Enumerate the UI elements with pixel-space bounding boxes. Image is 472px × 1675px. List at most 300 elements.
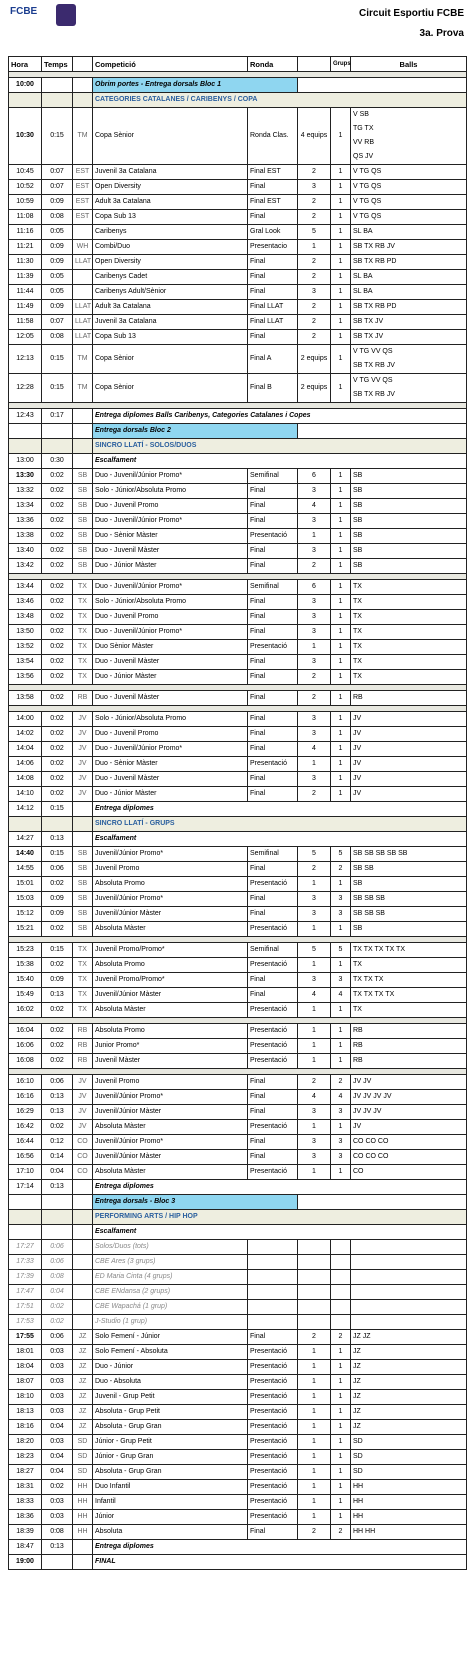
balls-cell: [351, 655, 467, 670]
grups-cell: 1: [331, 1054, 351, 1069]
hora-cell: 17:55: [9, 1330, 42, 1345]
balls-cell: [351, 787, 467, 802]
note-row: [9, 454, 467, 469]
empty-cell: [351, 1270, 467, 1285]
table-row: [9, 973, 467, 988]
empty-cell: [298, 1255, 331, 1270]
empty-cell: [248, 1285, 298, 1300]
balls-cell: [351, 892, 467, 907]
hora-cell: 14:00: [9, 712, 42, 727]
temps-cell: 0:02: [42, 712, 73, 727]
temps-cell: 0:15: [42, 847, 73, 862]
grups-cell: 1: [331, 514, 351, 529]
grups-cell: 1: [331, 610, 351, 625]
competicio-cell: Juvenil Màster: [93, 1054, 248, 1069]
competicio-cell: Juvenil/Júnior Promo*: [93, 1090, 248, 1105]
competicio-cell: Absoluta - Grup Gran: [93, 1465, 248, 1480]
balls-line: SL BA: [353, 288, 373, 295]
ronda-cell: Final: [248, 988, 298, 1003]
table-row: [9, 469, 467, 484]
ronda-cell: Presentació: [248, 877, 298, 892]
count-cell: 3: [298, 514, 331, 529]
code-cell: JZ: [73, 1420, 93, 1435]
competicio-cell: Absoluta Màster: [93, 1120, 248, 1135]
balls-line: JZ: [353, 1378, 361, 1385]
count-cell: 3: [298, 1135, 331, 1150]
code-cell: [73, 225, 93, 240]
section-row: [9, 439, 467, 454]
ronda-cell: Final EST: [248, 195, 298, 210]
ronda-cell: Ronda Clas.: [248, 108, 298, 165]
temps-cell: 0:02: [42, 625, 73, 640]
note-text: Entrega diplomes: [93, 802, 467, 817]
competicio-cell: ED Maria Cinta (4 grups): [93, 1270, 248, 1285]
ronda-cell: Presentació: [248, 529, 298, 544]
balls-cell: [351, 1090, 467, 1105]
code-cell: TX: [73, 595, 93, 610]
grups-cell: 1: [331, 1435, 351, 1450]
count-cell: 1: [298, 240, 331, 255]
balls-cell: [351, 1405, 467, 1420]
count-cell: 2: [298, 270, 331, 285]
code-cell: JV: [73, 787, 93, 802]
competicio-cell: Combi/Duo: [93, 240, 248, 255]
empty-cell: [331, 1285, 351, 1300]
temps-cell: 0:08: [42, 1270, 73, 1285]
code-cell: JZ: [73, 1390, 93, 1405]
empty-cell: [73, 1240, 93, 1255]
balls-line: SB TX JV: [353, 318, 384, 325]
hora-cell: 13:48: [9, 610, 42, 625]
temps-cell: 0:06: [42, 1075, 73, 1090]
count-cell: 1: [298, 1435, 331, 1450]
grups-cell: 1: [331, 712, 351, 727]
temps-cell: 0:09: [42, 973, 73, 988]
grups-cell: 1: [331, 529, 351, 544]
hora-cell: 13:00: [9, 454, 42, 469]
ronda-cell: Presentació: [248, 1390, 298, 1405]
ronda-cell: Final: [248, 499, 298, 514]
hora-cell: 11:30: [9, 255, 42, 270]
competicio-cell: Duo Sènior Màster: [93, 640, 248, 655]
balls-cell: [351, 484, 467, 499]
table-row: [9, 1345, 467, 1360]
grups-cell: 1: [331, 559, 351, 574]
count-cell: 6: [298, 580, 331, 595]
code-cell: LLAT: [73, 330, 93, 345]
table-row: [9, 225, 467, 240]
ronda-cell: Final: [248, 1150, 298, 1165]
code-cell: JV: [73, 772, 93, 787]
count-cell: 2: [298, 315, 331, 330]
ronda-cell: Final LLAT: [248, 300, 298, 315]
hora-cell: 13:38: [9, 529, 42, 544]
code-cell: TX: [73, 958, 93, 973]
competicio-cell: Caribenys Cadet: [93, 270, 248, 285]
competicio-cell: Juvenil 3a Catalana: [93, 315, 248, 330]
balls-line: JZ: [353, 1393, 361, 1400]
count-cell: 3: [298, 544, 331, 559]
hora-cell: 10:30: [9, 108, 42, 165]
count-cell: 2: [298, 300, 331, 315]
count-cell: 2 equips: [298, 374, 331, 403]
code-cell: JV: [73, 742, 93, 757]
hora-cell: 18:04: [9, 1360, 42, 1375]
count-cell: 4: [298, 988, 331, 1003]
table-row: [9, 787, 467, 802]
empty-cell: [298, 424, 467, 439]
competicio-cell: Copa Sub 13: [93, 330, 248, 345]
code-cell: JV: [73, 712, 93, 727]
code-cell: TX: [73, 580, 93, 595]
code-cell: CO: [73, 1135, 93, 1150]
temps-cell: 0:02: [42, 1315, 73, 1330]
section-title: CATEGORIES CATALANES / CARIBENYS / COPA: [93, 93, 467, 108]
temps-cell: 0:08: [42, 210, 73, 225]
count-cell: 6: [298, 469, 331, 484]
balls-cell: [351, 1525, 467, 1540]
empty-cell: [73, 93, 93, 108]
table-row: [9, 943, 467, 958]
balls-line: JV: [353, 715, 362, 722]
empty-cell: [42, 817, 73, 832]
table-row: [9, 1420, 467, 1435]
count-cell: 3: [298, 610, 331, 625]
hora-cell: 19:00: [9, 1555, 42, 1570]
ronda-cell: Final: [248, 907, 298, 922]
competicio-cell: Duo Infantil: [93, 1480, 248, 1495]
table-row: [9, 1039, 467, 1054]
ronda-cell: Final: [248, 1135, 298, 1150]
code-cell: TX: [73, 1003, 93, 1018]
competicio-cell: Juvenil - Grup Petit: [93, 1390, 248, 1405]
note-text: Escalfament: [93, 454, 467, 469]
count-cell: 3: [298, 1150, 331, 1165]
balls-line: SB TX RB JV: [353, 243, 395, 250]
table-row: [9, 1510, 467, 1525]
banner-row: [9, 78, 467, 93]
empty-cell: [298, 1240, 331, 1255]
count-cell: 4: [298, 742, 331, 757]
count-cell: 1: [298, 1120, 331, 1135]
balls-line: HH: [353, 1498, 364, 1505]
note-text: Escalfament: [93, 1225, 467, 1240]
grups-cell: 1: [331, 1450, 351, 1465]
hora-cell: 10:45: [9, 165, 42, 180]
balls-cell: [351, 270, 467, 285]
code-cell: SB: [73, 862, 93, 877]
temps-cell: 0:13: [42, 1090, 73, 1105]
competicio-cell: Absoluta: [93, 1525, 248, 1540]
hora-cell: 12:28: [9, 374, 42, 403]
code-cell: SB: [73, 922, 93, 937]
grups-cell: 4: [331, 1090, 351, 1105]
empty-cell: [351, 1315, 467, 1330]
code-cell: EST: [73, 180, 93, 195]
table-row: [9, 595, 467, 610]
temps-cell: 0:02: [42, 772, 73, 787]
banner-text: Entrega dorsals Bloc 2: [93, 424, 298, 439]
table-row: [9, 892, 467, 907]
competicio-cell: Solo - Júnior/Absoluta Promo: [93, 712, 248, 727]
balls-line: SB: [353, 502, 363, 509]
ronda-cell: Presentació: [248, 1465, 298, 1480]
empty-cell: [73, 78, 93, 93]
balls-line: CO CO CO: [353, 1138, 389, 1145]
hora-cell: 17:10: [9, 1165, 42, 1180]
competicio-cell: Absoluta Promo: [93, 877, 248, 892]
competicio-cell: Duo - Juvenil Màster: [93, 691, 248, 706]
temps-cell: 0:02: [42, 580, 73, 595]
hora-cell: 11:39: [9, 270, 42, 285]
temps-cell: 0:02: [42, 922, 73, 937]
table-row: [9, 907, 467, 922]
section-row: [9, 93, 467, 108]
balls-line: CO CO CO: [353, 1153, 389, 1160]
count-cell: 2: [298, 1075, 331, 1090]
table-row: [9, 270, 467, 285]
section-title: SINCRO LLATÍ - GRUPS: [93, 817, 467, 832]
empty-cell: [73, 1540, 93, 1555]
ronda-cell: Final: [248, 862, 298, 877]
temps-cell: 0:06: [42, 1330, 73, 1345]
col-n: [298, 57, 331, 72]
hora-cell: 12:43: [9, 409, 42, 424]
table-row: [9, 625, 467, 640]
balls-cell: [351, 1075, 467, 1090]
grups-cell: 1: [331, 1345, 351, 1360]
count-cell: 2: [298, 787, 331, 802]
balls-cell: [351, 1039, 467, 1054]
count-cell: 1: [298, 1405, 331, 1420]
table-row: [9, 1165, 467, 1180]
balls-line: RB: [353, 1042, 363, 1049]
temps-cell: 0:02: [42, 559, 73, 574]
empty-cell: [298, 1300, 331, 1315]
table-row: [9, 640, 467, 655]
balls-cell: [351, 1510, 467, 1525]
temps-cell: 0:07: [42, 165, 73, 180]
empty-cell: [73, 1285, 93, 1300]
grups-cell: 3: [331, 1150, 351, 1165]
balls-line: TX: [353, 961, 362, 968]
ronda-cell: Presentació: [248, 1165, 298, 1180]
count-cell: 1: [298, 1375, 331, 1390]
temps-cell: 0:02: [42, 640, 73, 655]
note-text: Entrega diplomes Balls Caribenys, Categories Catalanes i Copes: [93, 409, 467, 424]
count-cell: 1: [298, 1054, 331, 1069]
competicio-cell: Open Diversity: [93, 255, 248, 270]
warmup-row: [9, 1240, 467, 1255]
count-cell: 1: [298, 1345, 331, 1360]
hora-cell: 17:27: [9, 1240, 42, 1255]
competicio-cell: Juvenil 3a Catalana: [93, 165, 248, 180]
note-text: Escalfament: [93, 832, 467, 847]
temps-cell: [42, 1555, 73, 1570]
ronda-cell: Presentació: [248, 640, 298, 655]
hora-cell: 16:42: [9, 1120, 42, 1135]
table-row: [9, 374, 467, 403]
balls-line: SB: [353, 517, 363, 524]
grups-cell: 1: [331, 255, 351, 270]
table-row: [9, 1330, 467, 1345]
competicio-cell: Absoluta Màster: [93, 1165, 248, 1180]
ronda-cell: Presentació: [248, 1345, 298, 1360]
balls-line: JV JV JV: [353, 1108, 382, 1115]
table-row: [9, 180, 467, 195]
table-row: [9, 1360, 467, 1375]
balls-line: JV: [353, 730, 362, 737]
section-title: PERFORMING ARTS / HIP HOP: [93, 1210, 467, 1225]
temps-cell: 0:03: [42, 1390, 73, 1405]
temps-cell: 0:05: [42, 285, 73, 300]
grups-cell: 1: [331, 958, 351, 973]
hora-cell: [9, 1195, 42, 1210]
balls-cell: [351, 559, 467, 574]
col-hora: Hora: [9, 57, 42, 72]
table-row: [9, 210, 467, 225]
page-subtitle: 3a. Prova: [419, 28, 464, 39]
temps-cell: 0:13: [42, 832, 73, 847]
empty-cell: [73, 802, 93, 817]
balls-line: SB: [353, 532, 363, 539]
balls-line: VV RB: [353, 139, 375, 146]
competicio-cell: Juvenil Promo/Promo*: [93, 973, 248, 988]
balls-line: V TG VV QS: [353, 348, 393, 355]
temps-cell: 0:02: [42, 1024, 73, 1039]
grups-cell: 3: [331, 1135, 351, 1150]
count-cell: 1: [298, 1465, 331, 1480]
balls-cell: [351, 1135, 467, 1150]
note-row: [9, 1225, 467, 1240]
ronda-cell: Final: [248, 210, 298, 225]
temps-cell: 0:03: [42, 1495, 73, 1510]
grups-cell: 1: [331, 772, 351, 787]
code-cell: JV: [73, 1105, 93, 1120]
empty-cell: [9, 1210, 42, 1225]
hora-cell: 18:23: [9, 1450, 42, 1465]
hora-cell: 15:03: [9, 892, 42, 907]
balls-cell: [351, 469, 467, 484]
temps-cell: 0:02: [42, 1300, 73, 1315]
grups-cell: 1: [331, 240, 351, 255]
table-row: [9, 772, 467, 787]
competicio-cell: Caribenys: [93, 225, 248, 240]
grups-cell: 1: [331, 270, 351, 285]
temps-cell: 0:03: [42, 1405, 73, 1420]
hora-cell: 16:10: [9, 1075, 42, 1090]
code-cell: TX: [73, 640, 93, 655]
grups-cell: 1: [331, 640, 351, 655]
balls-line: RB: [353, 1027, 363, 1034]
warmup-row: [9, 1285, 467, 1300]
empty-cell: [73, 424, 93, 439]
grups-cell: 1: [331, 499, 351, 514]
balls-cell: [351, 374, 467, 403]
hora-cell: 14:06: [9, 757, 42, 772]
banner-row: [9, 424, 467, 439]
competicio-cell: Duo - Juvenil Màster: [93, 772, 248, 787]
balls-line: SB SB SB: [353, 910, 385, 917]
code-cell: SB: [73, 499, 93, 514]
grups-cell: 1: [331, 315, 351, 330]
count-cell: 2: [298, 862, 331, 877]
grups-cell: 1: [331, 544, 351, 559]
competicio-cell: Absoluta Màster: [93, 922, 248, 937]
empty-cell: [298, 1315, 331, 1330]
competicio-cell: Absoluta Promo: [93, 1024, 248, 1039]
section-row: [9, 817, 467, 832]
balls-cell: [351, 1105, 467, 1120]
temps-cell: 0:09: [42, 240, 73, 255]
grups-cell: 2: [331, 1525, 351, 1540]
ronda-cell: Presentació: [248, 1480, 298, 1495]
empty-cell: [298, 1285, 331, 1300]
grups-cell: 3: [331, 907, 351, 922]
warmup-row: [9, 1300, 467, 1315]
ronda-cell: Presentació: [248, 922, 298, 937]
grups-cell: 1: [331, 1480, 351, 1495]
balls-line: JV JV: [353, 1078, 372, 1085]
balls-line: V TG QS: [353, 168, 382, 175]
table-row: [9, 1375, 467, 1390]
table-row: [9, 1135, 467, 1150]
grups-cell: 1: [331, 108, 351, 165]
empty-cell: [351, 1285, 467, 1300]
balls-cell: [351, 922, 467, 937]
empty-cell: [73, 409, 93, 424]
balls-cell: [351, 1435, 467, 1450]
competicio-cell: Juvenil/Júnior Promo*: [93, 1135, 248, 1150]
count-cell: 2: [298, 559, 331, 574]
grups-cell: 1: [331, 742, 351, 757]
hora-cell: 11:08: [9, 210, 42, 225]
ronda-cell: Final: [248, 1105, 298, 1120]
balls-line: JV JV JV JV: [353, 1093, 392, 1100]
temps-cell: 0:04: [42, 1285, 73, 1300]
ronda-cell: Presentació: [248, 1024, 298, 1039]
code-cell: RB: [73, 1054, 93, 1069]
ronda-cell: Final EST: [248, 165, 298, 180]
hora-cell: 13:52: [9, 640, 42, 655]
banner-row: [9, 1195, 467, 1210]
balls-line: JZ: [353, 1348, 361, 1355]
hora-cell: 18:33: [9, 1495, 42, 1510]
code-cell: SD: [73, 1435, 93, 1450]
count-cell: 3: [298, 892, 331, 907]
balls-line: SB: [353, 880, 363, 887]
balls-line: TX: [353, 628, 362, 635]
competicio-cell: Juvenil/Júnior Promo*: [93, 892, 248, 907]
balls-line: V TG VV QS: [353, 377, 393, 384]
balls-cell: [351, 225, 467, 240]
hora-cell: 18:01: [9, 1345, 42, 1360]
count-cell: 2: [298, 210, 331, 225]
ronda-cell: Presentació: [248, 757, 298, 772]
schedule-table: [8, 56, 467, 1570]
count-cell: 2: [298, 1330, 331, 1345]
code-cell: JZ: [73, 1405, 93, 1420]
col-grups: Grups: [331, 57, 351, 72]
balls-cell: [351, 640, 467, 655]
code-cell: CO: [73, 1150, 93, 1165]
count-cell: 1: [298, 1390, 331, 1405]
grups-cell: 1: [331, 1495, 351, 1510]
col-balls: Balls: [351, 57, 467, 72]
hora-cell: 16:29: [9, 1105, 42, 1120]
balls-line: TX: [353, 658, 362, 665]
grups-cell: 2: [331, 862, 351, 877]
